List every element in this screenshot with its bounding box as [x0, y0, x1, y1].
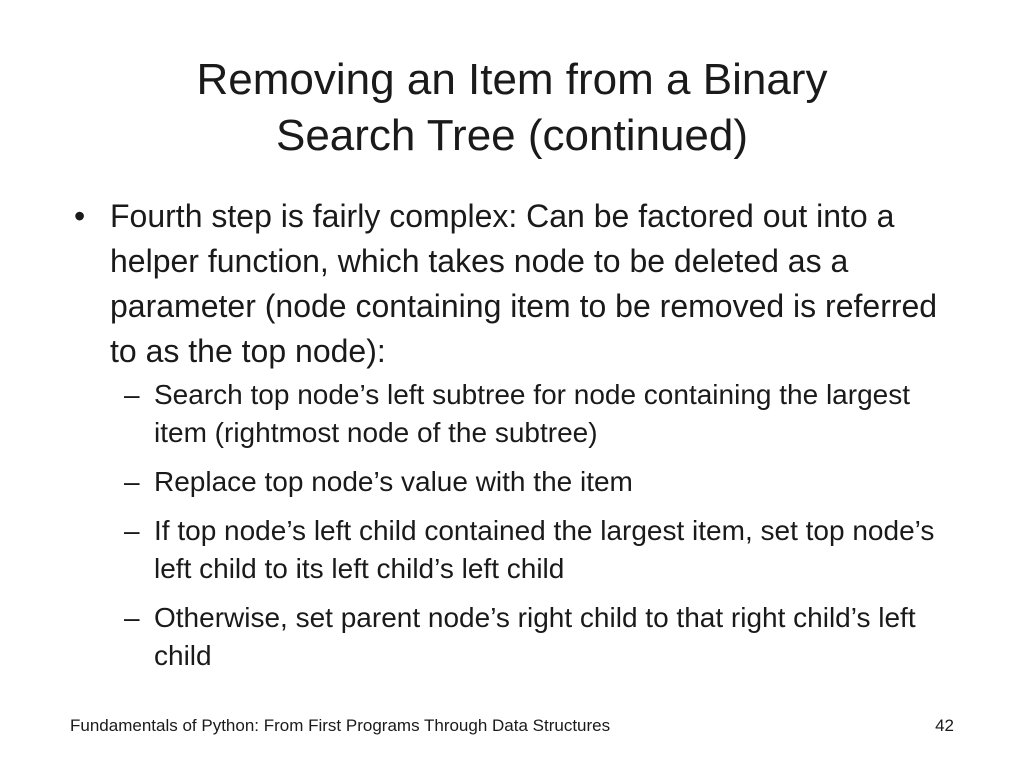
sub-bullet-item — [124, 376, 962, 452]
slide-title-line-1: Removing an Item from a Binary — [196, 55, 828, 104]
sub-bullet-marker: – — [124, 466, 140, 497]
sub-bullet-item — [124, 463, 962, 501]
sub-bullet-marker: – — [124, 602, 140, 633]
sub-bullet-text: Otherwise, set parent node’s right child to that right child’s left child — [154, 602, 916, 671]
sub-bullet-marker: – — [124, 515, 140, 546]
slide-title — [100, 52, 924, 164]
bullet-marker: • — [74, 198, 86, 234]
page-number: 42 — [935, 716, 954, 735]
sub-bullet-text: If top node’s left child contained the largest item, set top node’s left child to its left child’s left child — [154, 515, 935, 584]
slide-title-line-2: Search Tree (continued) — [275, 111, 749, 160]
main-bullet — [72, 194, 962, 374]
sub-bullet-item — [124, 512, 962, 588]
footer-source: Fundamentals of Python: From First Programs Through Data Structures — [70, 716, 611, 735]
slide-content — [72, 194, 962, 686]
sub-bullet-text: Search top node’s left subtree for node containing the largest item (rightmost node of the subtree) — [154, 379, 910, 448]
sub-bullet-marker: – — [124, 379, 140, 410]
sub-bullet-list — [72, 376, 962, 675]
sub-bullet-item — [124, 599, 962, 675]
sub-bullet-text: Replace top node’s value with the item — [154, 466, 633, 497]
main-bullet-text: Fourth step is fairly complex: Can be factored out into a helper function, which takes node to be deleted as a parameter (node containing item to be removed is referred to as the top node): — [110, 198, 938, 369]
